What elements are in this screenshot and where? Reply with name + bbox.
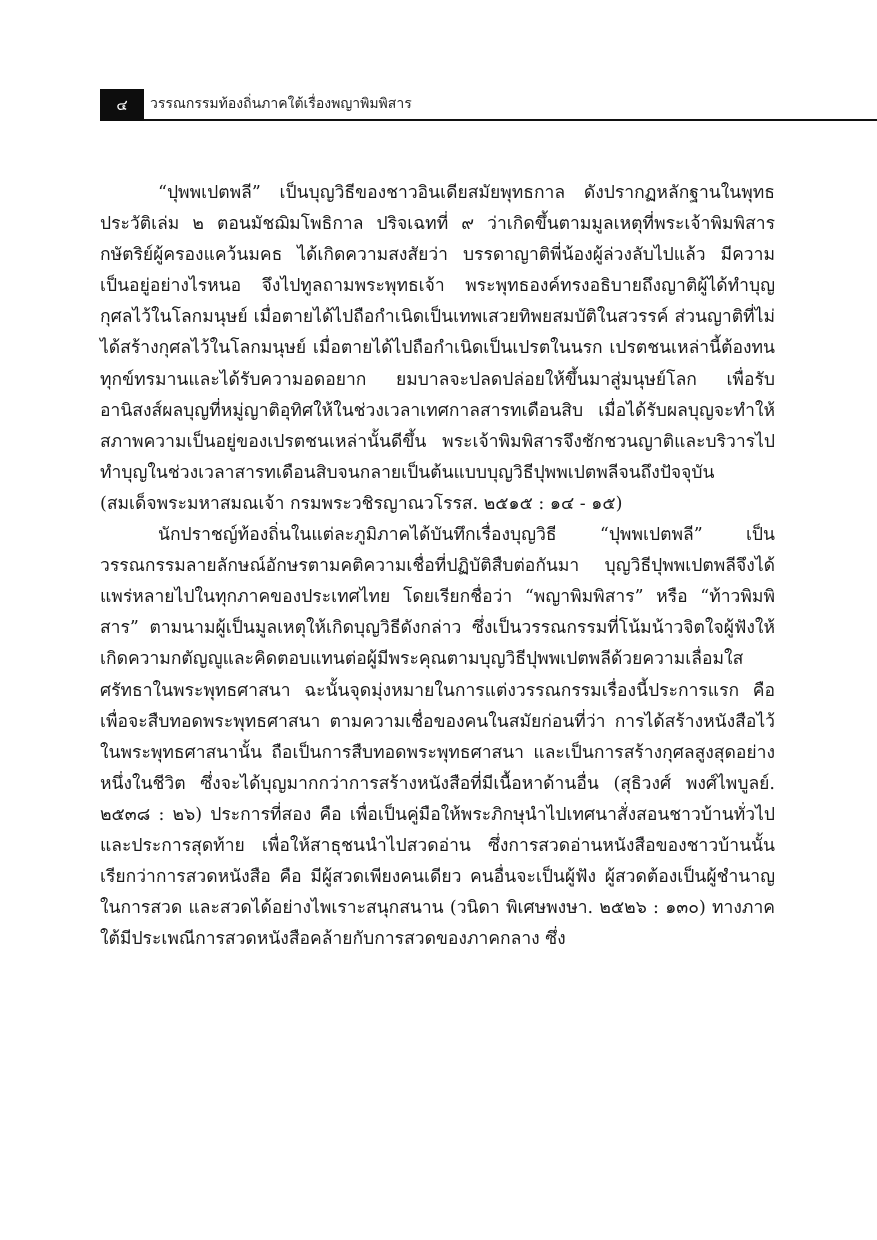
running-title: วรรณกรรมท้องถิ่นภาคใต้เรื่องพญาพิมพิสาร bbox=[150, 96, 412, 112]
page-header bbox=[100, 89, 877, 121]
paragraph-2: นักปราชญ์ท้องถิ่นในแต่ละภูมิภาคได้บันทึกเรื่องบุญวิธี “ปุพพเปตพลี” เป็นวรรณกรรมลายลักษณ์อักษรตามคติความเชื่อที่ปฏิบัติสืบต่อกันมา บุญวิธีปุพพเปตพลีจึงได้แพร่หลายไปในทุกภาคของประเทศไทย โดยเรียกชื่อว่า “พญาพิมพิสาร” หรือ “ท้าวพิมพิสาร” ตามนามผู้เป็นมูลเหตุให้เกิดบุญวิธีดังกล่าว ซึ่งเป็นวรรณกรรมที่โน้มน้าวจิตใจผู้ฟังให้เกิดความกตัญญูและคิดตอบแทนต่อผู้มีพระคุณตามบุญวิธีปุพพเปตพลีด้วยความเลื่อมใสศรัทธาในพระพุทธศาสนา ฉะนั้นจุดมุ่งหมายในการแต่งวรรณกรรมเรื่องนี้ประการแรก คือ เพื่อจะสืบทอดพระพุทธศาสนา ตามความเชื่อของคนในสมัยก่อนที่ว่า การได้สร้างหนังสือไว้ในพระพุทธศาสนานั้น ถือเป็นการสืบทอดพระพุทธศาสนา และเป็นการสร้างกุศลสูงสุดอย่างหนึ่งในชีวิต ซึ่งจะได้บุญมากกว่าการสร้างหนังสือที่มีเนื้อหาด้านอื่น (สุธิวงศ์ พงศ์ไพบูลย์. ๒๕๓๘ : ๒๖) ประการที่สอง คือ เพื่อเป็นคู่มือให้พระภิกษุนำไปเทศนาสั่งสอนชาวบ้านทั่วไป และประการสุดท้าย เพื่อให้สาธุชนนำไปสวดอ่าน ซึ่งการสวดอ่านหนังสือของชาวบ้านนั้น เรียกว่าการสวดหนังสือ คือ มีผู้สวดเพียงคนเดียว คนอื่นจะเป็นผู้ฟัง ผู้สวดต้องเป็นผู้ชำนาญในการสวด และสวดได้อย่างไพเราะสนุกสนาน (วนิดา พิเศษพงษา. ๒๕๒๖ : ๑๓๐) ทางภาคใต้มีประเพณีการสวดหนังสือคล้ายกับการสวดของภาคกลาง ซึ่ง bbox=[100, 525, 775, 950]
paragraph-1: “ปุพพเปตพลี” เป็นบุญวิธีของชาวอินเดียสมัยพุทธกาล ดังปรากฏหลักฐานในพุทธประวัติเล่ม ๒ ตอนมัชฌิมโพธิกาล ปริจเฉทที่ ๙ ว่าเกิดขึ้นตามมูลเหตุที่พระเจ้าพิมพิสาร กษัตริย์ผู้ครองแคว้นมคธ ได้เกิดความสงสัยว่า บรรดาญาติพี่น้องผู้ล่วงลับไปแล้ว มีความเป็นอยู่อย่างไรหนอ จึงไปทูลถามพระพุทธเจ้า พระพุทธองค์ทรงอธิบายถึงญาติผู้ได้ทำบุญกุศลไว้ในโลกมนุษย์ เมื่อตายได้ไปถือกำเนิดเป็นเทพเสวยทิพยสมบัติในสวรรค์ ส่วนญาติที่ไม่ได้สร้างกุศลไว้ในโลกมนุษย์ เมื่อตายได้ไปถือกำเนิดเป็นเปรตในนรก เปรตชนเหล่านี้ต้องทนทุกข์ทรมานและได้รับความอดอยาก ยมบาลจะปลดปล่อยให้ขึ้นมาสู่มนุษย์โลก เพื่อรับอานิสงส์ผลบุญที่หมู่ญาติอุทิศให้ในช่วงเวลาเทศกาลสารทเดือนสิบ เมื่อได้รับผลบุญจะทำให้สภาพความเป็นอยู่ของเปรตชนเหล่านั้นดีขึ้น พระเจ้าพิมพิสารจึงชักชวนญาติและบริวารไปทำบุญในช่วงเวลาสารทเดือนสิบจนกลายเป็นต้นแบบบุญวิธีปุพพเปตพลีจนถึงปัจจุบัน (สมเด็จพระมหาสมณเจ้า กรมพระวชิรญาณวโรรส. ๒๕๑๕ : ๑๔ - ๑๕) bbox=[100, 183, 775, 514]
page-number: ๔ bbox=[100, 89, 144, 121]
body-text bbox=[100, 178, 775, 955]
header-rule bbox=[144, 119, 877, 121]
